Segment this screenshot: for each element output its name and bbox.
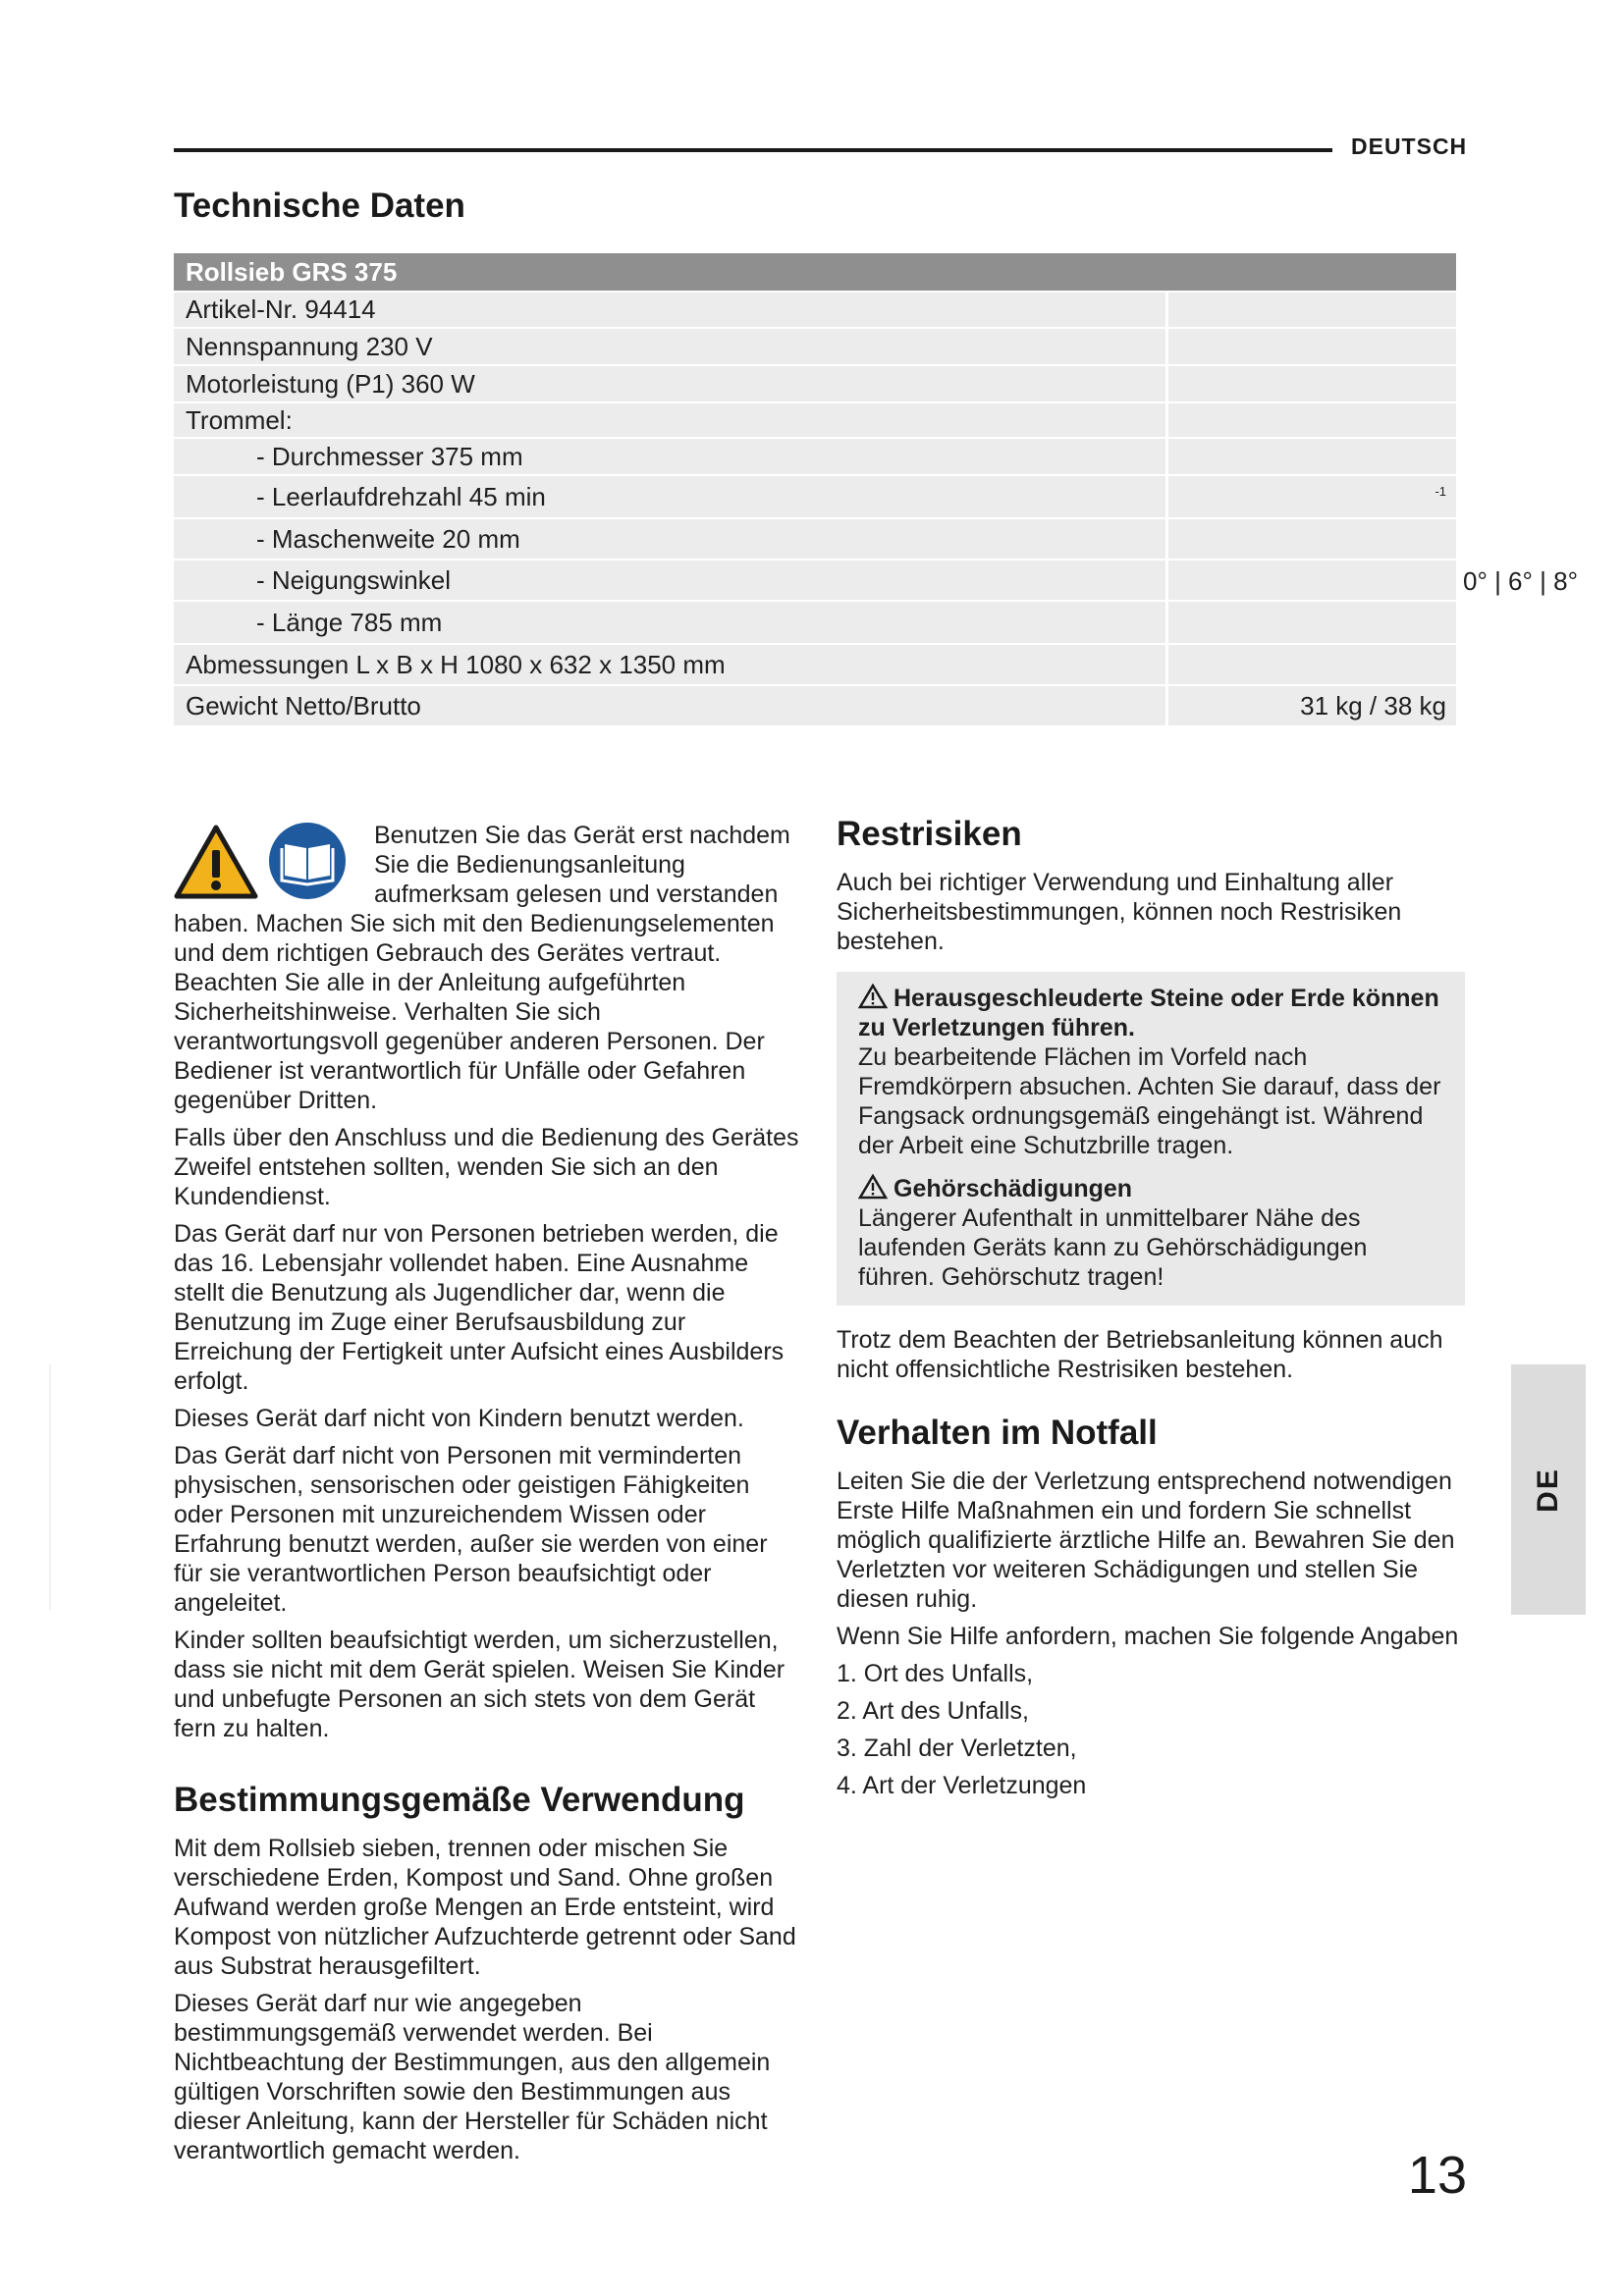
spec-row — [174, 645, 1456, 684]
header-language: DEUTSCH — [1351, 133, 1468, 159]
spec-label: Artikel-Nr. 94414 — [174, 293, 1165, 327]
spec-value — [1168, 476, 1456, 517]
safety-paragraph: Das Gerät darf nur von Personen betrieben werden, die das 16. Lebensjahr vollendet haben. Eine Ausnahme stellt die Benutzung als Jugendlicher dar, wenn die Benutzung im Zuge einer Berufsausbildung zur Erreichung der Fertigkeit unter Aufsicht eines Ausbilders erfolgt. — [174, 1220, 785, 1395]
list-item: 4. Art der Verletzungen — [837, 1772, 1087, 1799]
spec-label: - Neigungswinkel — [174, 561, 1165, 600]
spec-row — [174, 293, 1456, 327]
risks-section-title: Restrisiken — [837, 815, 1022, 853]
emergency-section-title: Verhalten im Notfall — [837, 1414, 1158, 1452]
page-number: 13 — [1407, 2146, 1467, 2205]
spec-row — [174, 366, 1456, 401]
warning-icon — [858, 1174, 888, 1200]
spec-value — [1168, 602, 1456, 643]
usage-paragraph: Mit dem Rollsieb sieben, trennen oder mischen Sie verschiedene Erden, Kompost und Sand. Ohne großen Aufwand werden große Mengen an Erde entsteint, wird Kompost von nützlicher Aufzuchterde getrennt oder Sand aus Substrat herausgefiltert. — [174, 1835, 796, 1980]
warning-block — [858, 984, 1449, 1160]
spec-label: Abmessungen L x B x H 1080 x 632 x 1350 mm — [174, 645, 1165, 684]
spec-row — [174, 602, 1456, 643]
spec-value — [1168, 293, 1456, 327]
emergency-info-list — [837, 1659, 1465, 1800]
spec-row — [174, 403, 1456, 437]
spec-value — [1168, 403, 1456, 437]
read-manual-icon — [267, 821, 348, 901]
header-rule — [174, 148, 1332, 152]
risks-intro: Auch bei richtiger Verwendung und Einhaltung aller Sicherheitsbestimmungen, können noch Restrisiken bestehen. — [837, 869, 1402, 955]
spec-row — [174, 329, 1456, 364]
spec-value — [1168, 645, 1456, 684]
usage-section-title: Bestimmungsgemäße Verwendung — [174, 1781, 745, 1819]
spec-label: - Länge 785 mm — [174, 602, 1165, 643]
spec-value — [1168, 439, 1456, 474]
spec-value — [1168, 519, 1456, 559]
safety-intro-paragraph: Benutzen Sie das Gerät erst nachdem Sie die Bedienungsanleitung aufmerksam gelesen und verstanden haben. Machen Sie sich mit den Bedienungselementen und dem richtigen Gebrauch des Gerätes vertraut. Beachten Sie alle in der Anleitung aufgeführten Sicherheitshinweise. Verhalten Sie sich verantwortungsvoll gegenüber anderen Personen. Der Bediener ist verantwortlich für Unfälle oder Gefahren gegenüber Dritten. — [174, 822, 790, 1114]
spec-superscript: -1 — [1435, 484, 1446, 499]
risks-outro: Trotz dem Beachten der Betriebsanleitung können auch nicht offensichtliche Restrisiken bestehen. — [837, 1326, 1443, 1383]
right-column — [837, 815, 1465, 1808]
spec-table — [174, 253, 1456, 725]
safety-paragraph: Das Gerät darf nicht von Personen mit verminderten physischen, sensorischen oder geistigen Fähigkeiten oder Personen mit unzureichendem Wissen oder Erfahrung benutzt werden, außer sie werden von einer für sie verantwortlichen Person beaufsichtigt oder angeleitet. — [174, 1442, 768, 1617]
warning-title: Gehörschädigungen — [893, 1175, 1133, 1202]
spec-label: Trommel: — [174, 403, 1165, 437]
spec-label: - Durchmesser 375 mm — [174, 439, 1165, 474]
spec-value: 31 kg / 38 kg — [1168, 686, 1456, 725]
spec-value — [1168, 329, 1456, 364]
warning-block — [858, 1174, 1449, 1292]
page-title: Technische Daten — [174, 187, 465, 225]
warning-icon — [858, 984, 888, 1009]
list-item: 2. Art des Unfalls, — [837, 1697, 1029, 1725]
list-item: 1. Ort des Unfalls, — [837, 1660, 1034, 1687]
safety-paragraph: Falls über den Anschluss und die Bedienung des Gerätes Zweifel entstehen sollten, wenden Sie sich an den Kundendienst. — [174, 1124, 799, 1210]
warning-text: Längerer Aufenthalt in unmittelbarer Nähe des laufenden Geräts kann zu Gehörschädigungen führen. Gehörschutz tragen! — [858, 1204, 1368, 1291]
spec-row — [174, 519, 1456, 559]
warning-title: Herausgeschleuderte Steine oder Erde können zu Verletzungen führen. — [858, 985, 1439, 1041]
usage-paragraph: Dieses Gerät darf nur wie angegeben bestimmungsgemäß verwendet werden. Bei Nichtbeachtung der Bestimmungen, aus den allgemein gültigen Vorschriften sowie den Bestimmungen aus dieser Anleitung, kann der Hersteller für Schäden nicht verantwortlich gemacht werden. — [174, 1990, 771, 2164]
spec-label: - Maschenweite 20 mm — [174, 519, 1165, 559]
emergency-paragraph: Leiten Sie die der Verletzung entsprechend notwendigen Erste Hilfe Maßnahmen ein und fordern Sie schnellst möglich qualifizierte ärztliche Hilfe an. Bewahren Sie den Verletzten vor weiteren Schädigungen und stellen Sie diesen ruhig. — [837, 1468, 1455, 1613]
emergency-paragraph: Wenn Sie Hilfe anfordern, machen Sie folgende Angaben — [837, 1623, 1459, 1650]
spec-table-heading: Rollsieb GRS 375 — [174, 253, 1456, 291]
spec-label: Nennspannung 230 V — [174, 329, 1165, 364]
spec-label: Motorleistung (P1) 360 W — [174, 366, 1165, 401]
spec-row — [174, 561, 1456, 600]
warning-text: Zu bearbeitende Flächen im Vorfeld nach Fremdkörpern absuchen. Achten Sie darauf, dass der Fangsack ordnungsgemäß eingehängt ist. Während der Arbeit eine Schutzbrille tragen. — [858, 1043, 1441, 1159]
language-side-tab-label: DE — [1532, 1467, 1564, 1513]
spec-label: - Leerlaufdrehzahl 45 min — [174, 476, 1165, 517]
left-column — [174, 821, 802, 2173]
spec-row — [174, 686, 1456, 725]
margin-rule — [49, 1364, 51, 1610]
warning-triangle-icon — [174, 825, 258, 899]
safety-paragraph: Kinder sollten beaufsichtigt werden, um sicherzustellen, dass sie nicht mit dem Gerät spielen. Weisen Sie Kinder und unbefugte Personen an sich stets von dem Gerät fern zu halten. — [174, 1627, 785, 1742]
safety-paragraph: Dieses Gerät darf nicht von Kindern benutzt werden. — [174, 1405, 744, 1432]
spec-value — [1168, 561, 1456, 600]
spec-label: Gewicht Netto/Brutto — [174, 686, 1165, 725]
warning-box — [837, 972, 1465, 1306]
list-item: 3. Zahl der Verletzten, — [837, 1735, 1077, 1762]
tilt-angle-values: 0° | 6° | 8° — [1463, 566, 1578, 596]
language-side-tab — [1511, 1364, 1586, 1615]
spec-value — [1168, 366, 1456, 401]
spec-row — [174, 439, 1456, 474]
spec-row — [174, 476, 1456, 517]
safety-icons — [174, 821, 366, 899]
